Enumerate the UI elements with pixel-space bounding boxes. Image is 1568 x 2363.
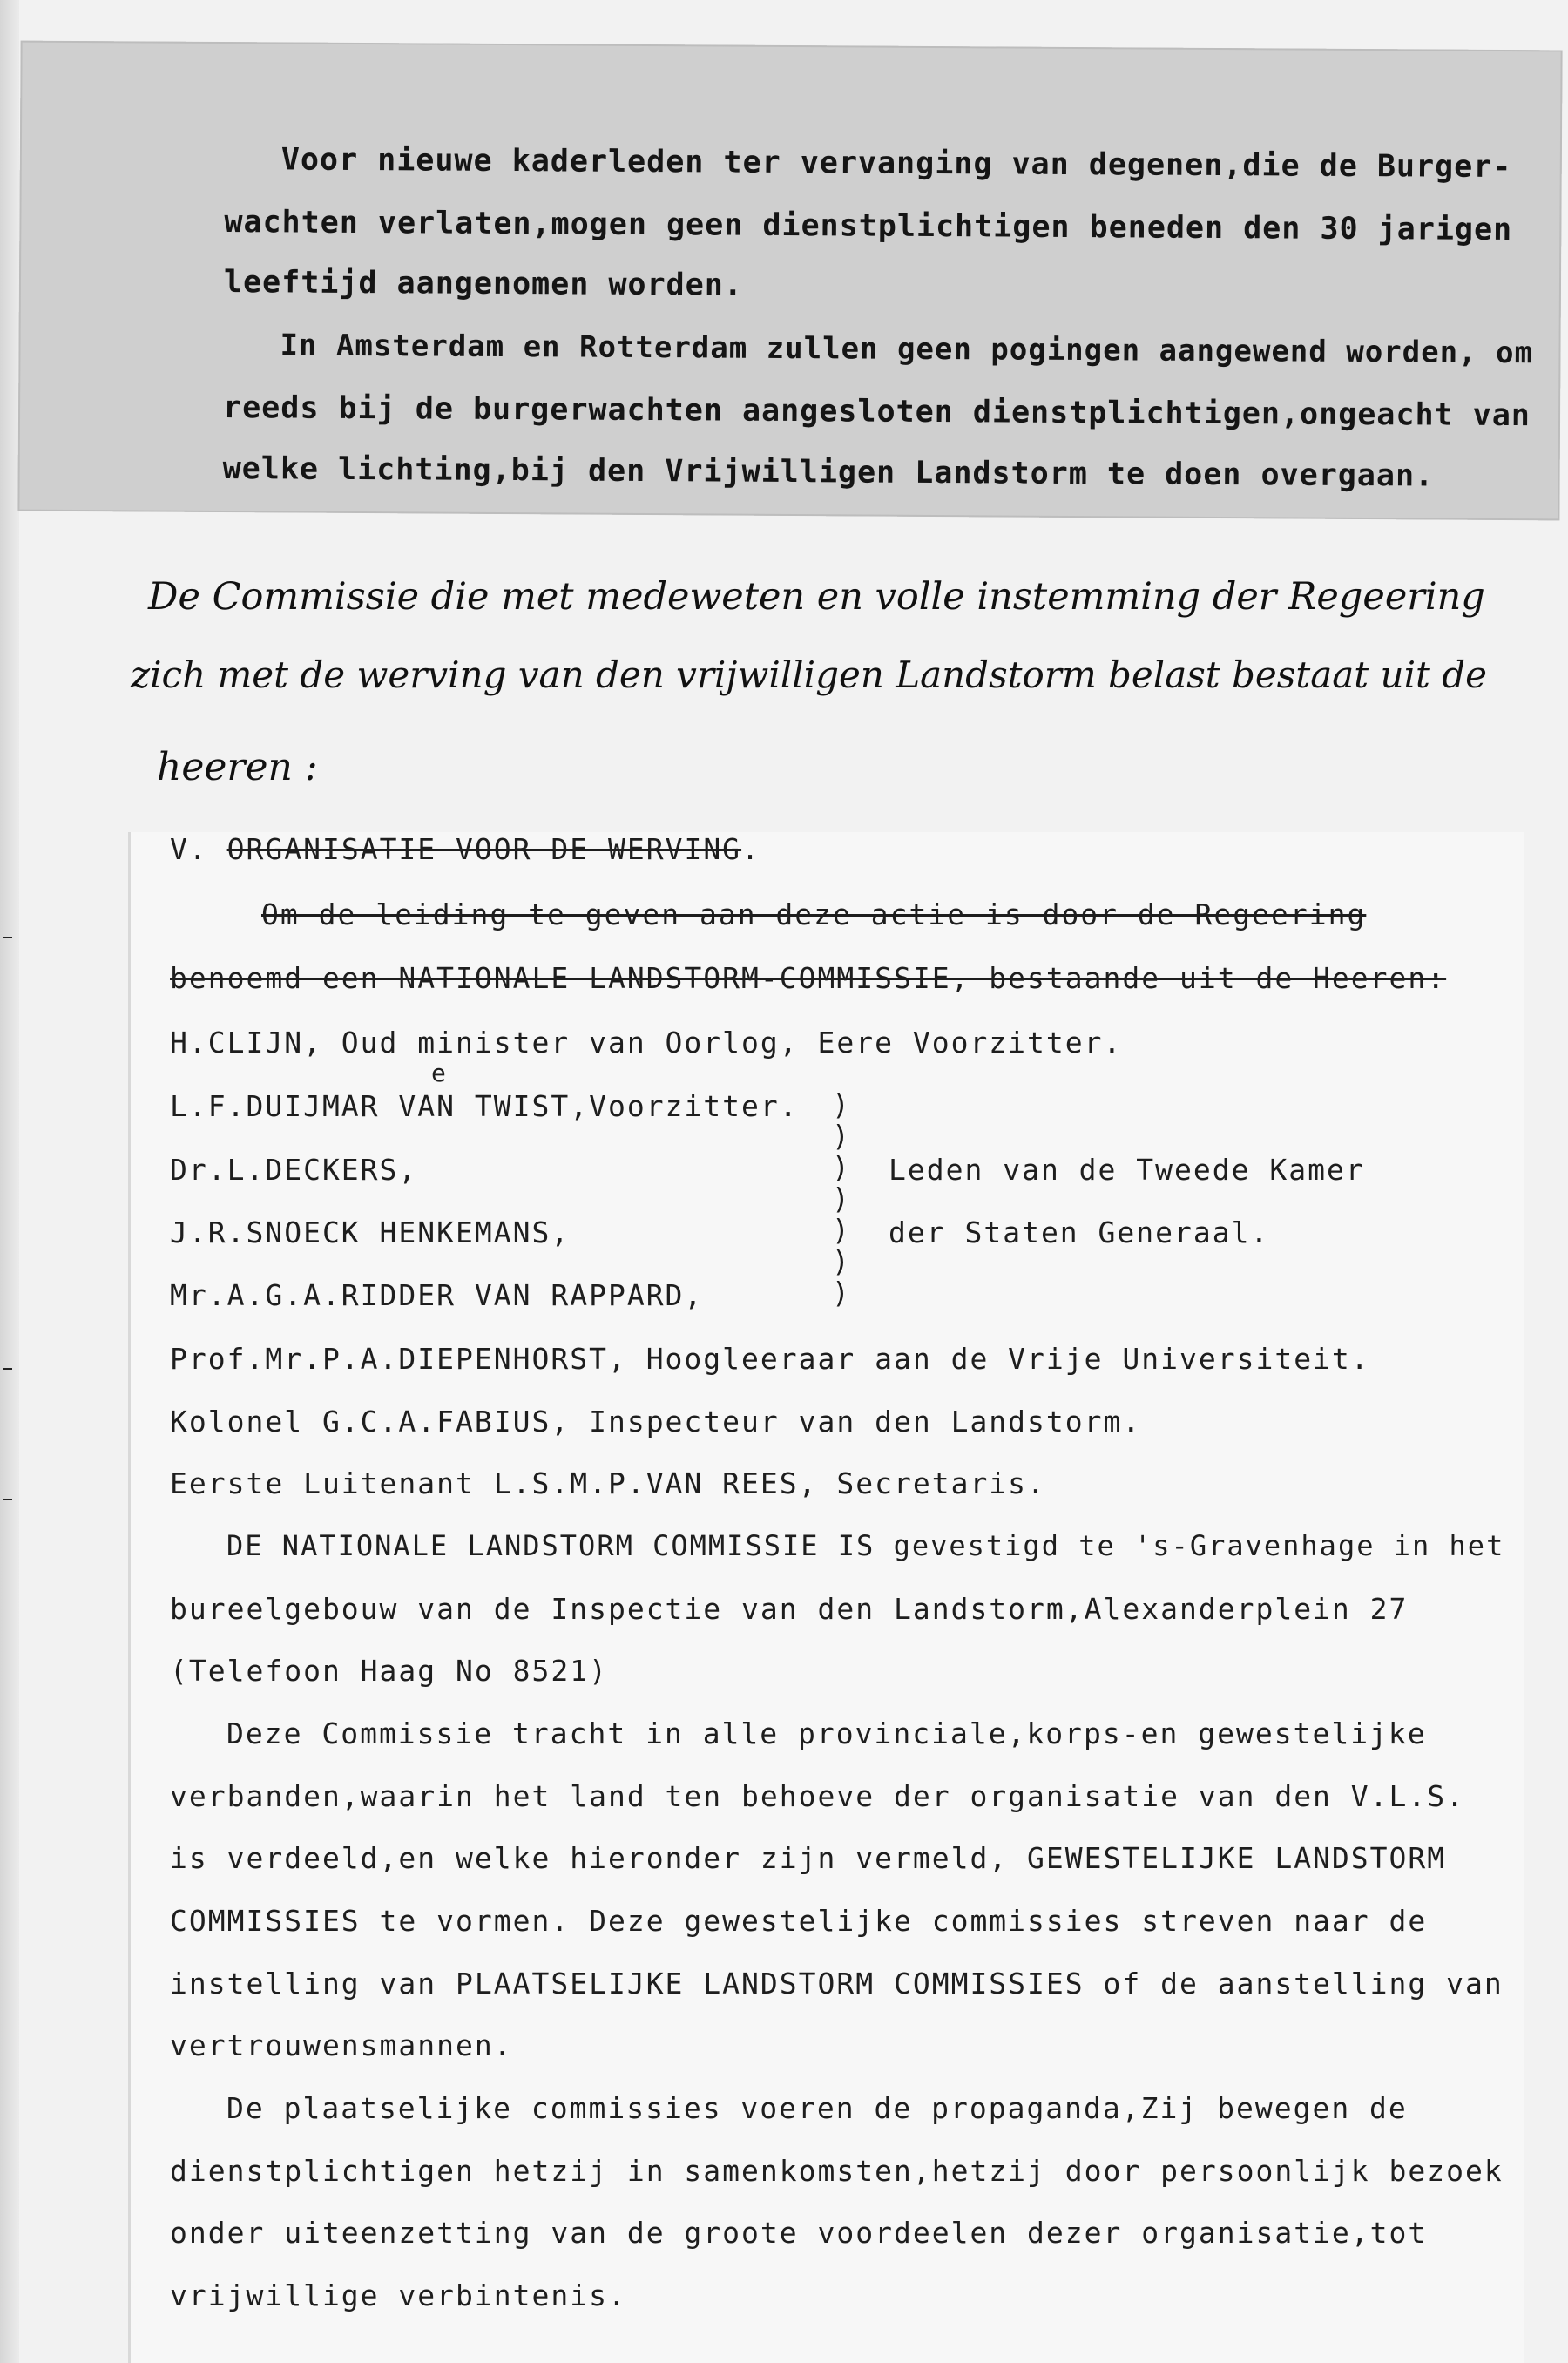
body-line: Deze Commissie tracht in alle provinciale,korps-en gewestelijke	[226, 1716, 1427, 1750]
clip-line: leeftijd aangenomen worden.	[223, 265, 744, 303]
body-line: instelling van PLAATSELIJKE LANDSTORM COMMISSIES of de aanstelling van	[170, 1967, 1504, 2001]
clip-line: reeds bij de burgerwachten aangesloten dienstplichtigen,ongeacht van	[222, 390, 1531, 434]
body-line: vrijwillige verbintenis.	[170, 2278, 627, 2312]
body-line: vertrouwensmannen.	[170, 2028, 513, 2062]
clip-line: Voor nieuwe kaderleden ter vervanging van degenen,die de Burger-	[280, 142, 1512, 186]
member-line: Mr.A.G.A.RIDDER VAN RAPPARD,	[170, 1278, 704, 1312]
group-note: Leden van de Tweede Kamer	[889, 1153, 1365, 1187]
handwritten-line: heeren :	[157, 745, 318, 789]
handwritten-line: zich met de werving van den vrijwilligen Landstorm belast bestaat uit de	[131, 653, 1487, 696]
struck-intro-line: benoemd een NATIONALE LANDSTORM-COMMISSIE, bestaande uit de Heeren:	[170, 961, 1447, 995]
body-line: dienstplichtigen hetzij in samenkomsten,hetzij door persoonlijk bezoek	[170, 2154, 1504, 2188]
member-line: L.F.DUIJMAR VAN TWIST,Voorzitter.	[170, 1089, 799, 1123]
member-line: J.R.SNOECK HENKEMANS,	[170, 1215, 571, 1249]
clip-line: welke lichting,bij den Vrijwilligen Landstorm te doen overgaan.	[222, 451, 1435, 494]
member-line: H.CLIJN, Oud minister van Oorlog, Eere Voorzitter.	[170, 1026, 1123, 1060]
member-line: Kolonel G.C.A.FABIUS, Inspecteur van den Landstorm.	[170, 1405, 1142, 1439]
body-line: onder uiteenzetting van de groote voordeelen dezer organisatie,tot	[170, 2216, 1428, 2250]
clip-line: In Amsterdam en Rotterdam zullen geen pogingen aangewend worden, om	[280, 328, 1534, 371]
group-note: der Staten Generaal.	[889, 1215, 1270, 1249]
body-line: (Telefoon Haag No 8521)	[170, 1654, 608, 1688]
section-heading	[170, 832, 760, 866]
section-heading-dot: .	[741, 832, 760, 866]
typed-page	[131, 832, 1524, 2363]
body-line: verbanden,waarin het land ten behoeve der organisatie van den V.L.S.	[170, 1779, 1466, 1813]
body-line: bureelgebouw van de Inspectie van den Landstorm,Alexanderplein 27	[170, 1592, 1409, 1626]
section-heading-text: ORGANISATIE VOOR DE WERVING	[226, 832, 742, 866]
margin-mark	[3, 1368, 12, 1370]
margin-mark	[3, 937, 12, 938]
left-margin-strip	[0, 0, 19, 2363]
pasted-typed-clipping	[17, 41, 1562, 521]
member-line: Prof.Mr.P.A.DIEPENHORST, Hoogleeraar aan de Vrije Universiteit.	[170, 1342, 1370, 1376]
clip-line: wachten verlaten,mogen geen dienstplichtigen beneden den 30 jarigen	[224, 205, 1513, 248]
struck-intro-line: Om de leiding te geven aan deze actie is door de Regeering	[261, 897, 1367, 931]
member-line: Eerste Luitenant L.S.M.P.VAN REES, Secretaris.	[170, 1466, 1046, 1500]
margin-mark	[3, 1499, 12, 1500]
body-line: is verdeeld,en welke hieronder zijn vermeld, GEWESTELIJKE LANDSTORM	[170, 1841, 1447, 1875]
insertion-mark: e	[431, 1059, 448, 1087]
section-number: V.	[170, 832, 208, 866]
body-line: COMMISSIES te vormen. Deze gewestelijke commissies streven naar de	[170, 1904, 1428, 1938]
grouping-bracket: ) ) ) ) ) ) )	[832, 1087, 849, 1310]
body-line: DE NATIONALE LANDSTORM COMMISSIE IS gevestigd te 's-Gravenhage in het	[226, 1529, 1505, 1562]
member-line: Dr.L.DECKERS,	[170, 1153, 418, 1187]
body-line: De plaatselijke commissies voeren de propaganda,Zij bewegen de	[226, 2091, 1408, 2125]
handwritten-line: De Commissie die met medeweten en volle instemming der Regeering	[148, 575, 1485, 619]
